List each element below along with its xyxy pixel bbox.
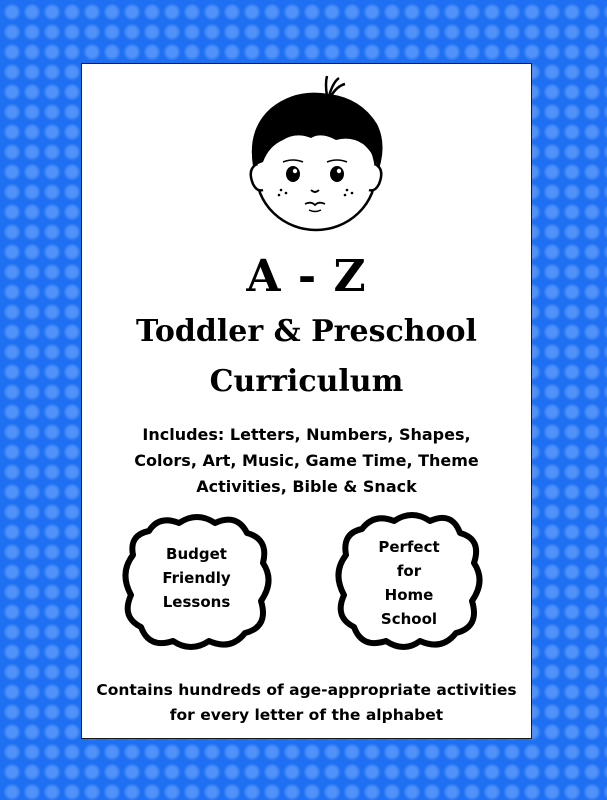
footer-line: for every letter of the alphabet [169,706,444,724]
badge-line: Home [384,586,434,604]
includes-line: Includes: Letters, Numbers, Shapes, [142,425,471,444]
cover-title: A - Z [246,251,367,302]
badge-line: Perfect [378,538,440,556]
includes-line: Activities, Bible & Snack [196,477,417,496]
badge-text [119,542,274,614]
badge-line: Friendly [162,569,231,587]
cover-subtitle-line2: Curriculum [209,364,404,399]
includes-line: Colors, Art, Music, Game Time, Theme [134,451,479,470]
badge-line: School [380,610,438,628]
footer-text [92,678,521,728]
cover-page [81,63,532,739]
cover-subtitle-line1: Toddler & Preschool [136,314,477,349]
badge-line: Budget [166,545,227,563]
child-face-icon [241,74,391,234]
badge-text [334,535,484,631]
badge-line: Lessons [162,593,231,611]
home-school-badge [334,509,484,654]
badge-line: for [396,562,422,580]
budget-friendly-badge [119,509,274,654]
footer-line: Contains hundreds of age-appropriate activities [96,681,517,699]
includes-text [102,422,511,500]
